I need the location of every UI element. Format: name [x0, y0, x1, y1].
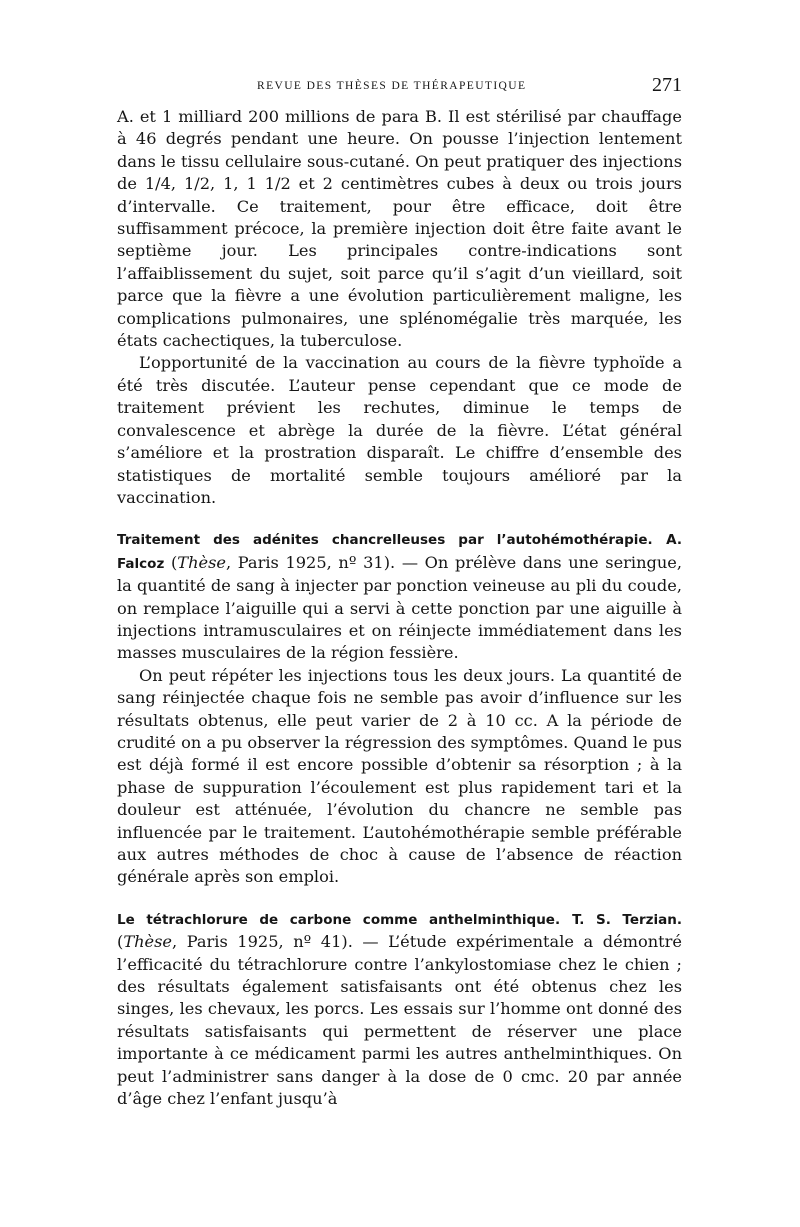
section-first-paragraph: Traitement des adénites chancrelleuses par l’autohémothérapie. A. Falcoz (Thèse, Paris 1925, nº 31). — On prélève dans une seringue, la quantité de sang à injecter par ponction veineuse au pli du coude, on remplace l’aiguille qui a servi à cette ponction par une aiguille à injections intramusculaires et on réinjecte immédiatement dans les masses musculaires de la région fessière. [117, 532, 683, 663]
page-header [117, 72, 682, 106]
these-label: Thèse [123, 932, 173, 952]
vaccination-paragraph: L’opportunité de la vaccination au cours de la fièvre typhoïde a été très discutée. L’auteur pense cependant que ce mode de traitement prévient les rechutes, diminue le temps de convalescence et abrège la durée de la fièvre. L’état général s’améliore et la prostration disparaît. Le chiffre d’ensemble des statistiques de mortalité semble toujours amélioré par la vaccination. [117, 353, 682, 507]
section-title: Traitement des adénites chancrelleuses par l’autohémothérapie. [117, 532, 653, 549]
continued-paragraph: A. et 1 milliard 200 millions de para B. Il est stérilisé par chauffage à 46 degrés pendant une heure. On pousse l’injection lentement dans le tissu cellulaire sous-cutané. On peut pratiquer des injections de 1/4, 1/2, 1, 1 1/2 et 2 centimètres cubes à deux ou trois jours d’intervalle. Ce traitement, pour être efficace, doit être suffisamment précoce, la première injection doit être faite avant le septième jour. Les principales contre-indications sont l’affaiblissement du sujet, soit parce qu’il s’agit d’un vieillard, soit parce que la fièvre a une évolution particulièrement maligne, les complications pulmonaires, une splénomégalie très marquée, les états cachectiques, la tuberculose. [117, 107, 682, 351]
article-body [117, 106, 682, 1110]
section-title: Le tétrachlorure de carbone comme anthelminthique. [117, 911, 561, 928]
these-label: Thèse [177, 552, 226, 572]
section-text: — On prélève dans une seringue, la quantité de sang à injecter par ponction veineuse au pli du coude, on remplace l’aiguille qui a servi à cette ponction par une aiguille à injections intramusculaires et on réinjecte immédiatement dans les masses musculaires de la région fessière. [117, 552, 683, 663]
section-text: — L’étude expérimentale a démontré l’efficacité du tétrachlorure contre l’ankylostomiase chez le chien ; des résultats également satisfaisants ont été obtenus chez les singes, les chevaux, les porcs. Les essais sur l’homme ont donné des résultats satisfaisants qui permettent de réserver une place importante à ce médicament parmi les autres anthelminthiques. On peut l’administrer sans danger à la dose de 0 cmc. 20 par année d’âge chez l’enfant jusqu’à [117, 932, 682, 1109]
section-tetrachlorure [117, 908, 682, 1111]
citation: , Paris 1925, nº 41). [172, 932, 353, 952]
section-author: T. S. Terzian. [572, 911, 682, 928]
section-paragraph: On peut répéter les injections tous les deux jours. La quantité de sang réinjectée chaque fois ne semble pas avoir d’influence sur les résultats obtenus, elle peut varier de 2 à 10 cc. A la période de crudité on a pu observer la régression des symptômes. Quand le pus est déjà formé il est encore possible d’obtenir sa résorption ; à la phase de suppuration l’écoulement est plus rapidement tari et la douleur est atténuée, l’évolution du chancre ne semble pas influencée par le traitement. L’autohémothérapie semble préférable aux autres méthodes de choc à cause de l’absence de réaction générale après son emploi. [117, 665, 682, 887]
page-number: 271 [652, 74, 682, 96]
citation: , Paris 1925, nº 31). [225, 552, 396, 572]
section-autohemotherapie [117, 528, 682, 889]
document-page [117, 72, 682, 1110]
section-first-paragraph: Le tétrachlorure de carbone comme anthelminthique. T. S. Terzian. (Thèse, Paris 1925, nº 41). — L’étude expérimentale a démontré l’efficacité du tétrachlorure contre l’ankylostomiase chez le chien ; des résultats également satisfaisants ont été obtenus chez les singes, les chevaux, les porcs. Les essais sur l’homme ont donné des résultats satisfaisants qui permettent de réserver une place importante à ce médicament parmi les autres anthelminthiques. On peut l’administrer sans danger à la dose de 0 cmc. 20 par année d’âge chez l’enfant jusqu’à [117, 911, 682, 1109]
running-title: REVUE DES THÈSES DE THÉRAPEUTIQUE [257, 80, 527, 92]
section-author: A. Falcoz [117, 532, 682, 572]
